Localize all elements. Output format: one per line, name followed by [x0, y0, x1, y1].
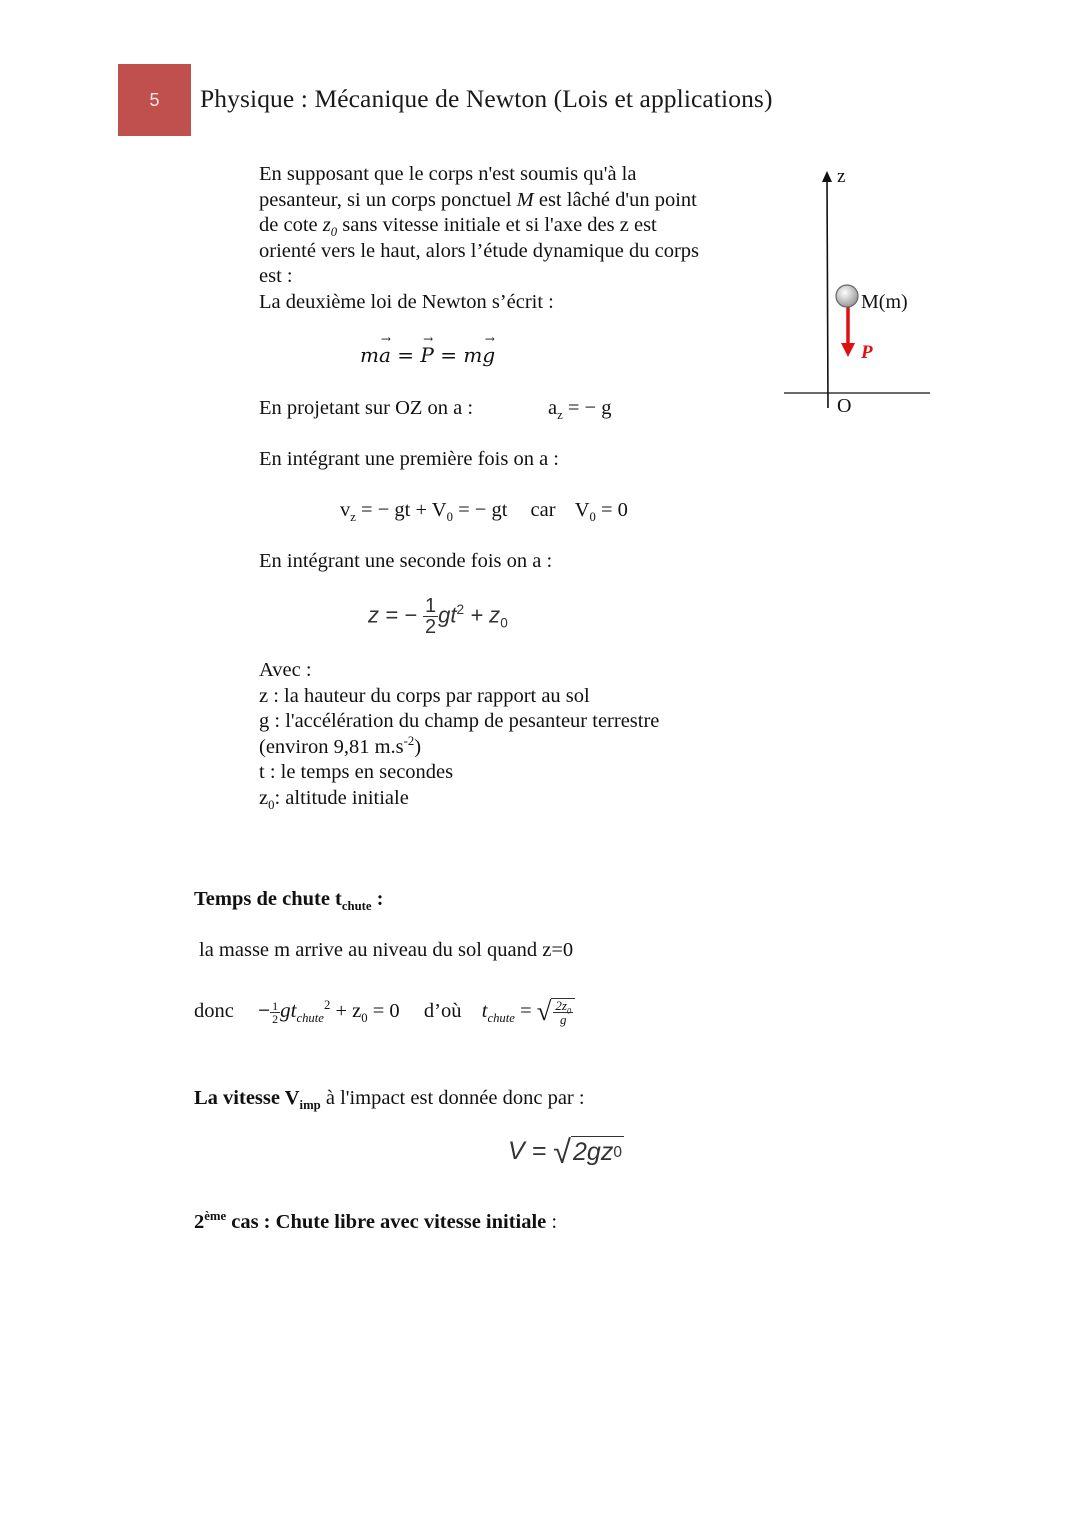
axis-label: z: [837, 166, 846, 187]
definitions-title: Avec :: [259, 659, 312, 681]
first-integration-label: En intégrant une première fois on a :: [259, 448, 559, 470]
page-number-badge: [118, 64, 191, 136]
definition-item: t : le temps en secondes: [259, 761, 454, 784]
position-equation: z = − $\frac{1}{2}$ $gt^2 + z_0$: [368, 595, 508, 638]
page-number: 5: [149, 89, 160, 110]
definition-item: g : l'accélération du champ de pesanteur terrestre: [259, 710, 660, 733]
mass-ball-icon: [836, 285, 858, 307]
free-fall-diagram: [780, 160, 940, 420]
second-integration-label: En intégrant une seconde fois on a :: [259, 550, 553, 572]
origin-label: O: [837, 395, 852, 417]
intro-line: La deuxième loi de Newton s’écrit :: [259, 290, 554, 313]
axis-arrow-icon: [822, 171, 832, 182]
impact-velocity-formula: V = √ 2gz 0: [508, 1134, 622, 1170]
intro-paragraph: [259, 162, 699, 316]
impact-velocity-heading: La vitesse $V_{imp}$ à l'impact est donnée donc par :: [194, 1087, 585, 1113]
fall-time-condition: la masse m arrive au niveau du sol quand z=0: [199, 939, 574, 961]
newton-second-law-equation: ma → = P → = mg →: [360, 343, 495, 367]
page-title: Physique : Mécanique de Newton (Lois et applications): [200, 84, 773, 113]
definitions-list: [259, 658, 659, 812]
intro-line: orienté vers le haut, alors l’étude dynamique du corps: [259, 239, 700, 262]
definition-item: z : la hauteur du corps par rapport au sol: [259, 684, 590, 707]
weight-arrow-icon: [841, 343, 855, 357]
intro-line: pesanteur, si un corps ponctuel M est lâché d'un point: [259, 188, 697, 211]
intro-line: de cote $z_0$ sans vitesse initiale et si l'axe des z est: [259, 214, 657, 240]
velocity-equation: $v_z$ = − gt + $V_0$ = − gt car $V_0 = 0$: [340, 499, 628, 525]
mass-label: M(m): [861, 291, 908, 313]
definition-item: $z_0$: altitude initiale: [259, 786, 409, 813]
projection-label: En projetant sur OZ on a :: [259, 397, 474, 419]
intro-line: En supposant que le corps n'est soumis qu'à la: [259, 163, 637, 185]
z-axis: [822, 171, 832, 408]
definition-item: (environ 9,81 $m.s^{-2}$): [259, 733, 422, 758]
case-2-heading: 2ème cas : Chute libre avec vitesse initiale :: [194, 1209, 558, 1233]
force-label: P: [861, 342, 873, 363]
fall-time-heading: Temps de chute $t_{chute}$ :: [194, 888, 384, 914]
projection-equation: $a_z$ = − g: [548, 397, 612, 423]
intro-line: est :: [259, 265, 293, 288]
fall-time-equation: donc − $\frac{1}{2}$ $gt_{chute}^2 + z_0 = 0$ d’où $t_{chute}$ = √ $\frac{2z_0}{g}$: [194, 998, 575, 1026]
